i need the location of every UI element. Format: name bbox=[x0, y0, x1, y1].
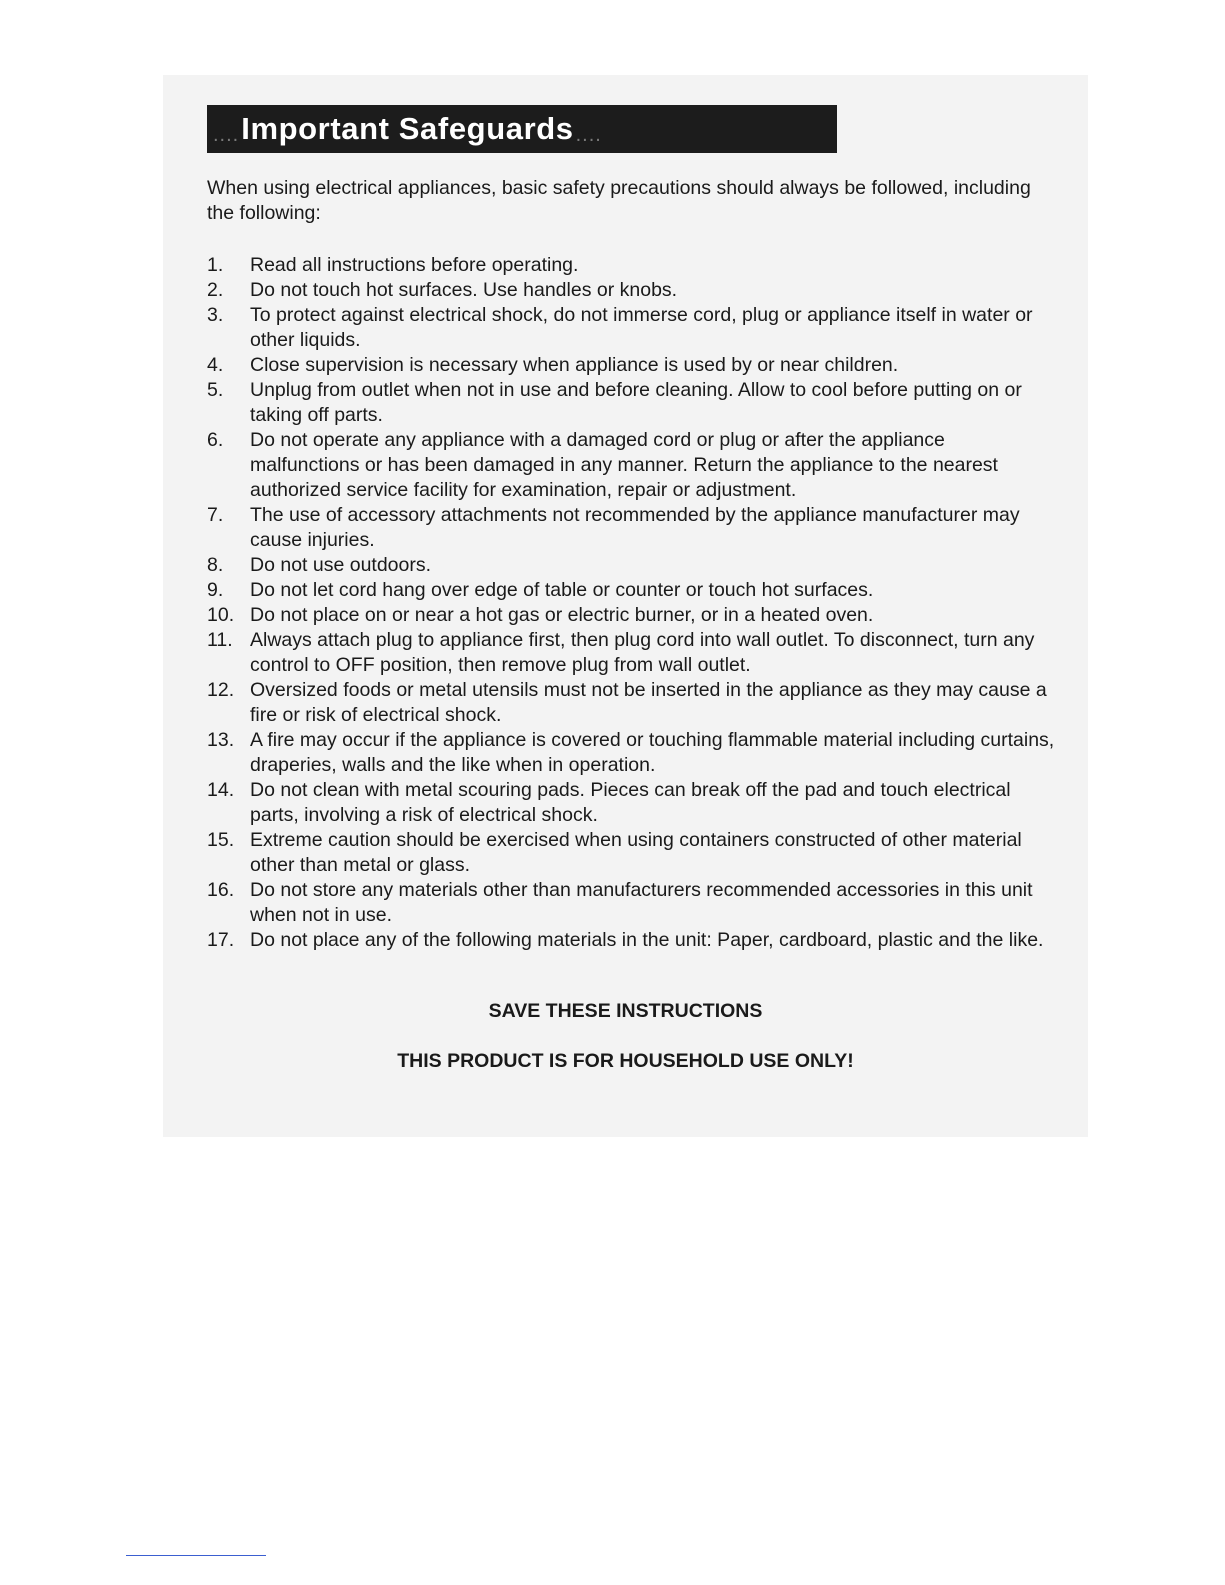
safeguard-number: 16. bbox=[207, 879, 235, 901]
safeguard-item bbox=[207, 878, 1057, 928]
title-dots-right: .... bbox=[575, 123, 602, 146]
safeguard-number: 15. bbox=[207, 829, 235, 851]
household-use-note: THIS PRODUCT IS FOR HOUSEHOLD USE ONLY! bbox=[397, 1050, 854, 1072]
title-banner bbox=[207, 105, 837, 153]
safeguard-number: 11. bbox=[207, 629, 233, 651]
safeguard-text: Oversized foods or metal utensils must not be inserted in the appliance as they may cause a fire or risk of electrical shock. bbox=[250, 679, 1047, 726]
safeguard-item bbox=[207, 728, 1057, 778]
safeguard-number: 9. bbox=[207, 579, 224, 601]
safeguard-text: To protect against electrical shock, do not immerse cord, plug or appliance itself in water or other liquids. bbox=[250, 304, 1033, 351]
safeguard-text: Read all instructions before operating. bbox=[250, 254, 579, 276]
intro-paragraph: When using electrical appliances, basic safety precautions should always be followed, including the following: bbox=[207, 177, 1031, 224]
safeguard-item bbox=[207, 253, 1057, 278]
footer-separator-line bbox=[126, 1555, 266, 1556]
safeguard-item bbox=[207, 378, 1057, 428]
safeguard-text: Unplug from outlet when not in use and before cleaning. Allow to cool before putting on or taking off parts. bbox=[250, 379, 1022, 426]
safeguard-item bbox=[207, 353, 1057, 378]
safeguard-item bbox=[207, 628, 1057, 678]
safeguard-number: 1. bbox=[207, 254, 224, 276]
safeguard-item bbox=[207, 778, 1057, 828]
safeguard-number: 13. bbox=[207, 729, 235, 751]
safeguard-number: 5. bbox=[207, 379, 224, 401]
safeguard-text: Do not use outdoors. bbox=[250, 554, 432, 576]
safeguard-number: 7. bbox=[207, 504, 224, 526]
safeguard-item bbox=[207, 553, 1057, 578]
safeguard-text: Do not operate any appliance with a damaged cord or plug or after the appliance malfunctions or has been damaged in any manner. Return the appliance to the nearest authorized service facility for examination, repair or adjustment. bbox=[250, 429, 998, 501]
safeguard-text: Always attach plug to appliance first, then plug cord into wall outlet. To disconnect, turn any control to OFF position, then remove plug from wall outlet. bbox=[250, 629, 1035, 676]
safeguard-number: 8. bbox=[207, 554, 224, 576]
safeguards-list bbox=[207, 253, 1057, 953]
safeguard-number: 10. bbox=[207, 604, 235, 626]
save-instructions-note: SAVE THESE INSTRUCTIONS bbox=[488, 1000, 763, 1022]
safeguard-number: 2. bbox=[207, 279, 224, 301]
safeguard-number: 3. bbox=[207, 304, 224, 326]
safeguard-item bbox=[207, 503, 1057, 553]
safeguard-number: 4. bbox=[207, 354, 224, 376]
safeguard-number: 17. bbox=[207, 929, 235, 951]
safeguard-item bbox=[207, 678, 1057, 728]
safeguard-text: Do not store any materials other than manufacturers recommended accessories in this unit when not in use. bbox=[250, 879, 1033, 926]
title-dots-left: .... bbox=[213, 123, 240, 146]
safeguard-item bbox=[207, 603, 1057, 628]
safeguard-text: Close supervision is necessary when appliance is used by or near children. bbox=[250, 354, 899, 376]
safeguard-text: Do not place any of the following materials in the unit: Paper, cardboard, plastic and the like. bbox=[250, 929, 1044, 951]
safeguard-text: Do not let cord hang over edge of table or counter or touch hot surfaces. bbox=[250, 579, 874, 601]
safeguard-item bbox=[207, 428, 1057, 503]
safeguard-number: 6. bbox=[207, 429, 224, 451]
safeguard-text: A fire may occur if the appliance is covered or touching flammable material including curtains, draperies, walls and the like when in operation. bbox=[250, 729, 1055, 776]
safeguard-number: 12. bbox=[207, 679, 235, 701]
page-title: Important Safeguards bbox=[241, 111, 574, 146]
safeguard-item bbox=[207, 278, 1057, 303]
safeguard-text: Extreme caution should be exercised when using containers constructed of other material other than metal or glass. bbox=[250, 829, 1022, 876]
safeguard-item bbox=[207, 828, 1057, 878]
safeguard-number: 14. bbox=[207, 779, 235, 801]
safeguard-text: The use of accessory attachments not recommended by the appliance manufacturer may cause injuries. bbox=[250, 504, 1020, 551]
safeguard-text: Do not clean with metal scouring pads. Pieces can break off the pad and touch electrical parts, involving a risk of electrical shock. bbox=[250, 779, 1011, 826]
safeguard-item bbox=[207, 928, 1057, 953]
safeguard-item bbox=[207, 303, 1057, 353]
safeguard-text: Do not touch hot surfaces. Use handles or knobs. bbox=[250, 279, 678, 301]
safeguard-text: Do not place on or near a hot gas or electric burner, or in a heated oven. bbox=[250, 604, 874, 626]
safeguard-item bbox=[207, 578, 1057, 603]
